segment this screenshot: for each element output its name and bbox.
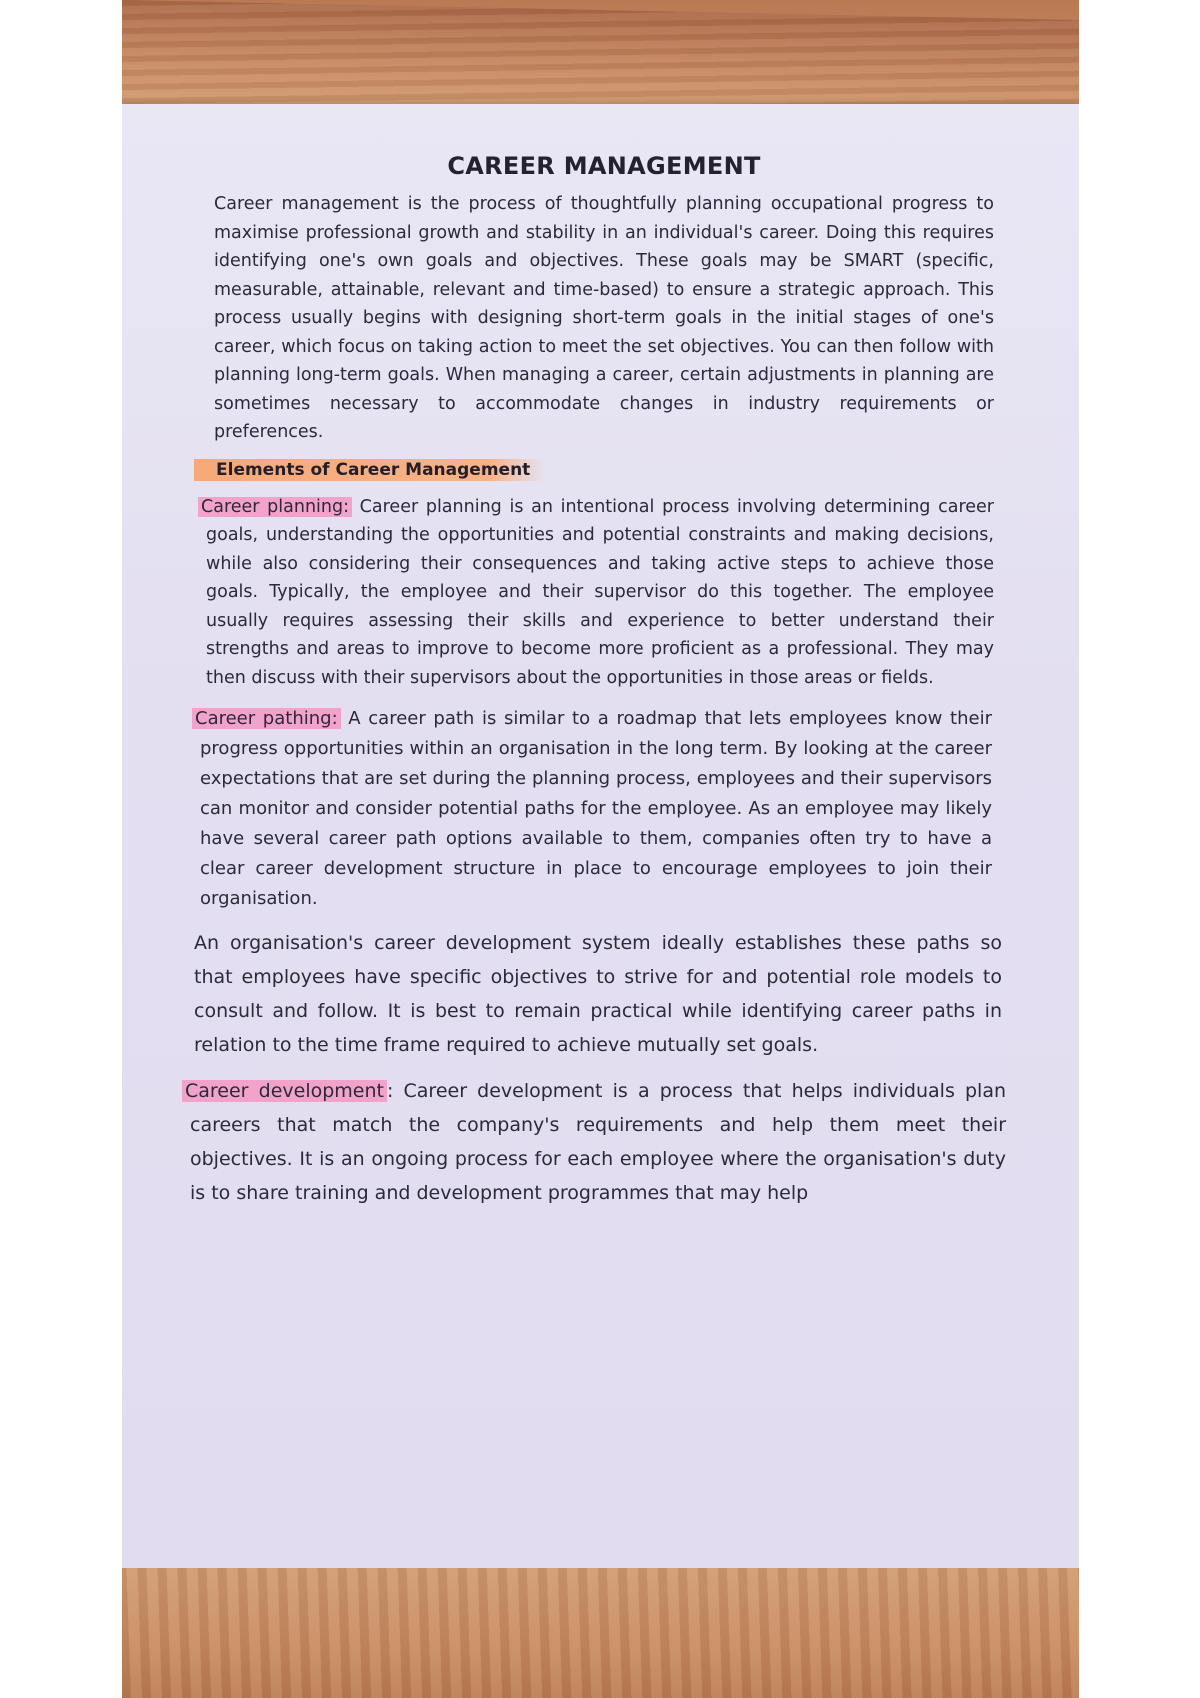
career-planning-text: Career planning is an intentional process involving determining career goals, understanding the opportunities and potential constraints and making decisions, while also considering their consequences and taking active steps to achieve those goals. Typically, the employee and their supervisor do this together. The employee usually requires assessing their skills and experience to better understand their strengths and areas to improve to become more proficient as a professional. They may then discuss with their supervisors about the opportunities in those areas or fields. (206, 496, 994, 688)
career-development-system-paragraph: An organisation's career development system ideally establishes these paths so that employees have specific objectives to strive for and potential role models to consult and follow. It is best to remain practical while identifying career paths in relation to the time frame required to achieve mutually set goals. (194, 932, 1002, 1056)
photo-background (122, 0, 1079, 1698)
career-development-label: Career development (182, 1080, 387, 1102)
career-development-paragraph (185, 1074, 1007, 1210)
career-development-text: : Career development is a process that helps individuals plan careers that match the company's requirements and help them meet their objectives. It is an ongoing process for each employee where the organisation's duty is to share training and development programmes that may help (190, 1080, 1007, 1204)
section-heading-elements: Elements of Career Management (194, 459, 544, 481)
document-content (185, 152, 1007, 1222)
career-pathing-text: A career path is similar to a roadmap that lets employees know their progress opportunities within an organisation in the long term. By looking at the career expectations that are set during the planning process, employees and their supervisors can monitor and consider potential paths for the employee. As an employee may likely have several career path options available to them, companies often try to have a clear career development structure in place to encourage employees to join their organisation. (200, 708, 992, 909)
page-title: CAREER MANAGEMENT (447, 152, 761, 180)
wood-surface-bottom (122, 1568, 1079, 1698)
career-planning-label: Career planning: (198, 497, 352, 517)
career-planning-paragraph (201, 493, 994, 693)
career-pathing-paragraph (195, 704, 992, 914)
career-pathing-label: Career pathing: (192, 708, 341, 729)
intro-paragraph: Career management is the process of thoughtfully planning occupational progress to maximise professional growth and stability in an individual's career. Doing this requires identifying one's own goals and objectives. These goals may be SMART (specific, measurable, attainable, relevant and time-based) to ensure a strategic approach. This process usually begins with designing short-term goals in the initial stages of one's career, which focus on taking action to meet the set objectives. You can then follow with planning long-term goals. When managing a career, certain adjustments in planning are sometimes necessary to accommodate changes in industry requirements or preferences. (214, 194, 994, 442)
